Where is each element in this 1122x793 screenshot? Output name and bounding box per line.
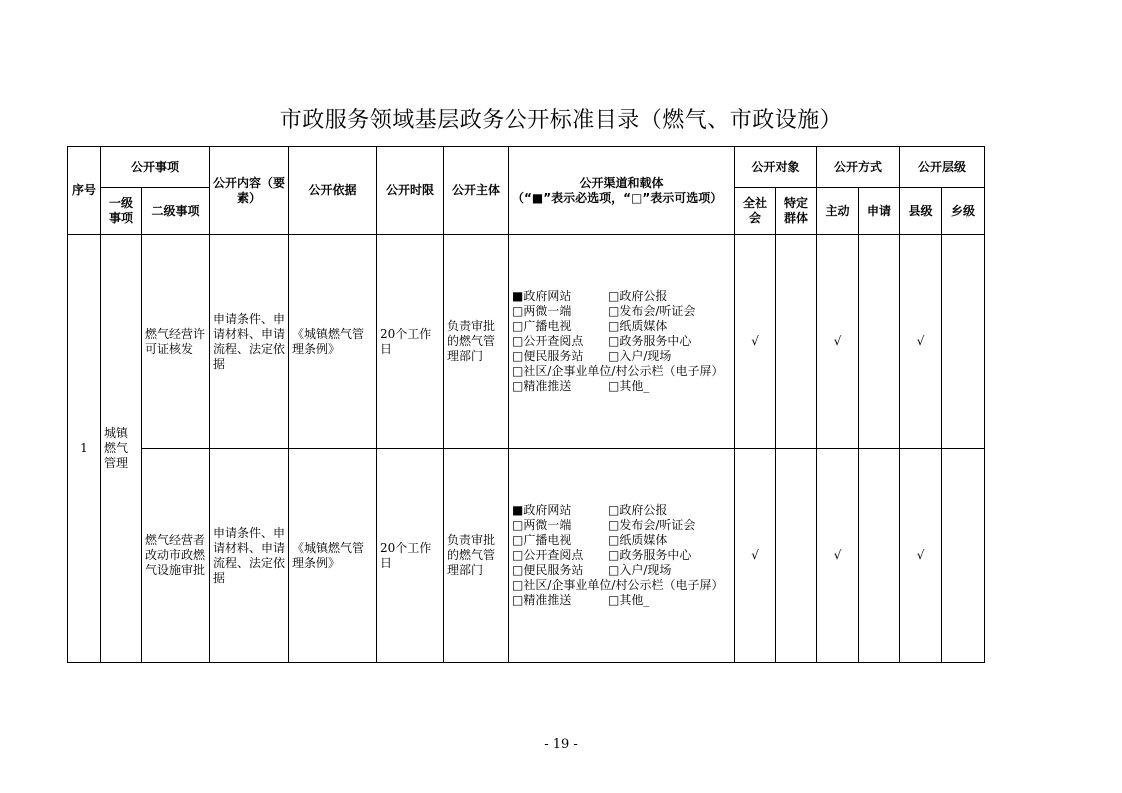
channel-item: □纸质媒体 <box>608 319 668 333</box>
catalog-table <box>67 146 985 663</box>
header-level1: 一级事项 <box>101 188 142 235</box>
row-audience-all: √ <box>735 449 776 663</box>
header-time-limit: 公开时限 <box>377 147 444 235</box>
channel-item: □政府公报 <box>608 503 668 517</box>
row-basis: 《城镇燃气管理条例》 <box>289 235 377 449</box>
channel-item: □精准推送 <box>512 379 572 393</box>
header-level2: 二级事项 <box>142 188 210 235</box>
row-audience-specific <box>776 449 817 663</box>
channel-item: □入户/现场 <box>608 563 672 577</box>
row-content: 申请条件、申请材料、申请流程、法定依据 <box>210 235 289 449</box>
channel-item: □发布会/听证会 <box>608 518 696 532</box>
header-tier-county: 县级 <box>900 188 942 235</box>
row-level2: 燃气经营者改动市政燃气设施审批 <box>142 449 210 663</box>
row-basis: 《城镇燃气管理条例》 <box>289 449 377 663</box>
table-row <box>68 449 985 663</box>
header-audience-specific: 特定群体 <box>776 188 817 235</box>
header-content: 公开内容（要素） <box>210 147 289 235</box>
header-method-active: 主动 <box>817 188 859 235</box>
header-audience: 公开对象 <box>735 147 817 188</box>
channel-item: □两微一端 <box>512 518 572 532</box>
row-audience-specific <box>776 235 817 449</box>
header-items: 公开事项 <box>101 147 210 188</box>
header-tier: 公开层级 <box>900 147 985 188</box>
row-tier-township <box>942 235 985 449</box>
header-channels-note: （“■”表示必选项，“□”表示可选项） <box>512 190 723 205</box>
channel-item: □政务服务中心 <box>608 334 692 348</box>
header-audience-all: 全社会 <box>735 188 776 235</box>
header-method-request: 申请 <box>859 188 900 235</box>
row-method-active: √ <box>817 235 859 449</box>
channel-item: □其他_ <box>608 379 650 393</box>
header-row-1 <box>68 147 985 188</box>
channel-item: □便民服务站 <box>512 349 584 363</box>
row-subject: 负责审批的燃气管理部门 <box>444 235 509 449</box>
channel-item: □公开查阅点 <box>512 548 584 562</box>
channel-item: □广播电视 <box>512 319 572 333</box>
row-method-active: √ <box>817 449 859 663</box>
header-basis: 公开依据 <box>289 147 377 235</box>
row-channels <box>509 235 735 449</box>
channel-item: □社区/企事业单位/村公示栏（电子屏） <box>512 578 724 592</box>
channel-item: □精准推送 <box>512 593 572 607</box>
channel-item: □纸质媒体 <box>608 533 668 547</box>
header-channels-title: 公开渠道和载体 <box>579 175 664 190</box>
channel-item: □入户/现场 <box>608 349 672 363</box>
channel-item: □政府公报 <box>608 289 668 303</box>
channel-item: □广播电视 <box>512 533 572 547</box>
row-content: 申请条件、申请材料、申请流程、法定依据 <box>210 449 289 663</box>
table-row <box>68 235 985 449</box>
channel-list <box>512 289 731 394</box>
row-level1: 城镇燃气管理 <box>101 235 142 663</box>
channel-item: □两微一端 <box>512 304 572 318</box>
row-method-request <box>859 235 900 449</box>
row-subject: 负责审批的燃气管理部门 <box>444 449 509 663</box>
row-seq: 1 <box>68 235 101 663</box>
row-audience-all: √ <box>735 235 776 449</box>
page-title: 市政服务领域基层政务公开标准目录（燃气、市政设施） <box>279 108 843 133</box>
channel-item: □便民服务站 <box>512 563 584 577</box>
row-tier-county: √ <box>900 235 942 449</box>
header-seq: 序号 <box>68 147 101 235</box>
channel-list <box>512 503 731 608</box>
channel-item: □社区/企事业单位/村公示栏（电子屏） <box>512 364 724 378</box>
row-tier-county: √ <box>900 449 942 663</box>
header-channels <box>509 147 735 235</box>
channel-item: □发布会/听证会 <box>608 304 696 318</box>
row-time-limit: 20个工作日 <box>377 235 444 449</box>
channel-item: ■政府网站 <box>512 289 572 303</box>
channel-item: □其他_ <box>608 593 650 607</box>
channel-item: □公开查阅点 <box>512 334 584 348</box>
header-tier-township: 乡级 <box>942 188 985 235</box>
row-time-limit: 20个工作日 <box>377 449 444 663</box>
row-method-request <box>859 449 900 663</box>
page-number: - 19 - <box>544 737 578 752</box>
header-method: 公开方式 <box>817 147 900 188</box>
channel-item: □政务服务中心 <box>608 548 692 562</box>
row-level2: 燃气经营许可证核发 <box>142 235 210 449</box>
header-subject: 公开主体 <box>444 147 509 235</box>
row-tier-township <box>942 449 985 663</box>
channel-item: ■政府网站 <box>512 503 572 517</box>
row-channels <box>509 449 735 663</box>
